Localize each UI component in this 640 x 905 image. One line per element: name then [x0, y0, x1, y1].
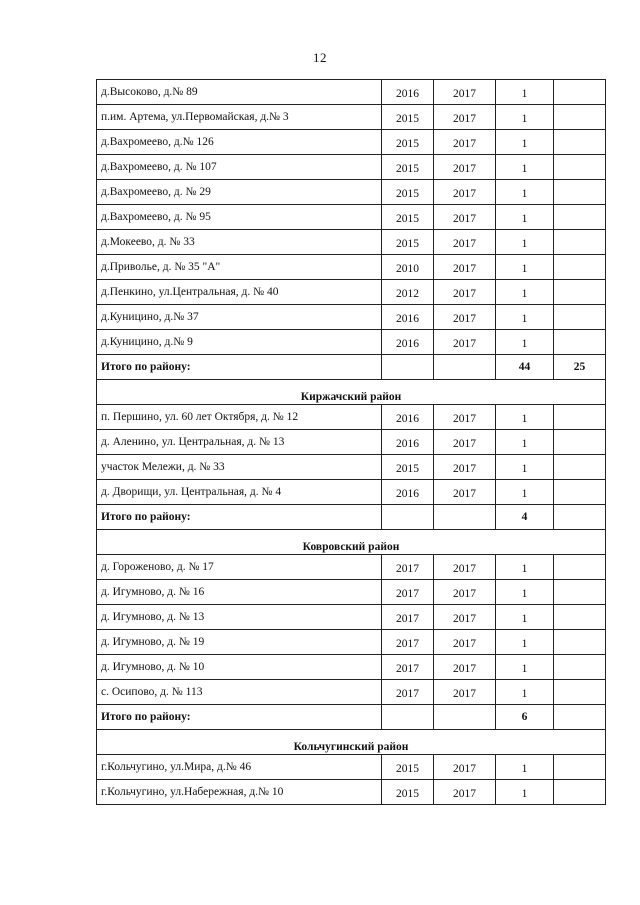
extra-cell	[554, 80, 606, 105]
address-cell: п.им. Артема, ул.Первомайская, д.№ 3	[97, 105, 382, 130]
year-start-cell: 2017	[382, 680, 434, 705]
year-start-cell: 2017	[382, 655, 434, 680]
total-label: Итого по району:	[97, 505, 382, 530]
year-start-cell: 2017	[382, 605, 434, 630]
table-row	[97, 630, 606, 655]
year-end-cell: 2017	[434, 755, 496, 780]
total-empty-cell	[434, 505, 496, 530]
district-header-row	[97, 380, 606, 405]
year-end-cell: 2017	[434, 455, 496, 480]
address-cell: д.Приволье, д. № 35 "А"	[97, 255, 382, 280]
year-end-cell: 2017	[434, 305, 496, 330]
table-row	[97, 680, 606, 705]
table-row	[97, 305, 606, 330]
year-start-cell: 2017	[382, 580, 434, 605]
address-cell: участок Мележи, д. № 33	[97, 455, 382, 480]
year-start-cell: 2015	[382, 105, 434, 130]
extra-cell	[554, 130, 606, 155]
extra-cell	[554, 455, 606, 480]
year-end-cell: 2017	[434, 555, 496, 580]
year-start-cell: 2015	[382, 755, 434, 780]
address-cell: д.Куницино, д.№ 37	[97, 305, 382, 330]
table-row	[97, 655, 606, 680]
table-row	[97, 105, 606, 130]
count-cell: 1	[496, 330, 554, 355]
table-row	[97, 80, 606, 105]
extra-cell	[554, 205, 606, 230]
year-end-cell: 2017	[434, 330, 496, 355]
year-end-cell: 2017	[434, 130, 496, 155]
year-end-cell: 2017	[434, 255, 496, 280]
district-name: Кольчугинский район	[97, 730, 606, 755]
table-row	[97, 330, 606, 355]
housing-table	[96, 79, 606, 805]
district-header-row	[97, 730, 606, 755]
count-cell: 1	[496, 680, 554, 705]
count-cell: 1	[496, 80, 554, 105]
year-start-cell: 2016	[382, 330, 434, 355]
table-row	[97, 155, 606, 180]
year-end-cell: 2017	[434, 230, 496, 255]
address-cell: д.Пенкино, ул.Центральная, д. № 40	[97, 280, 382, 305]
year-start-cell: 2016	[382, 305, 434, 330]
year-start-cell: 2015	[382, 155, 434, 180]
district-total-row	[97, 705, 606, 730]
count-cell: 1	[496, 555, 554, 580]
count-cell: 1	[496, 480, 554, 505]
table-row	[97, 180, 606, 205]
extra-cell	[554, 230, 606, 255]
district-total-row	[97, 505, 606, 530]
total-extra	[554, 705, 606, 730]
total-count: 4	[496, 505, 554, 530]
year-start-cell: 2017	[382, 630, 434, 655]
extra-cell	[554, 430, 606, 455]
table-row	[97, 255, 606, 280]
address-cell: д.Высоково, д.№ 89	[97, 80, 382, 105]
table-row	[97, 455, 606, 480]
year-start-cell: 2016	[382, 480, 434, 505]
year-end-cell: 2017	[434, 580, 496, 605]
address-cell: д.Куницино, д.№ 9	[97, 330, 382, 355]
table-row	[97, 130, 606, 155]
address-cell: д.Вахромеево, д. № 95	[97, 205, 382, 230]
count-cell: 1	[496, 580, 554, 605]
table-row	[97, 280, 606, 305]
count-cell: 1	[496, 655, 554, 680]
year-start-cell: 2015	[382, 180, 434, 205]
district-total-row	[97, 355, 606, 380]
year-start-cell: 2016	[382, 430, 434, 455]
extra-cell	[554, 305, 606, 330]
address-cell: д. Игумново, д. № 13	[97, 605, 382, 630]
year-end-cell: 2017	[434, 105, 496, 130]
count-cell: 1	[496, 755, 554, 780]
extra-cell	[554, 105, 606, 130]
total-empty-cell	[382, 355, 434, 380]
table-row	[97, 205, 606, 230]
year-start-cell: 2017	[382, 555, 434, 580]
count-cell: 1	[496, 405, 554, 430]
district-name: Ковровский район	[97, 530, 606, 555]
year-end-cell: 2017	[434, 205, 496, 230]
page-number: 12	[313, 50, 327, 65]
address-cell: п. Першино, ул. 60 лет Октября, д. № 12	[97, 405, 382, 430]
count-cell: 1	[496, 305, 554, 330]
total-empty-cell	[382, 505, 434, 530]
extra-cell	[554, 480, 606, 505]
extra-cell	[554, 280, 606, 305]
year-end-cell: 2017	[434, 605, 496, 630]
count-cell: 1	[496, 155, 554, 180]
address-cell: д.Вахромеево, д.№ 126	[97, 130, 382, 155]
total-label: Итого по району:	[97, 705, 382, 730]
extra-cell	[554, 255, 606, 280]
address-cell: д.Мокеево, д. № 33	[97, 230, 382, 255]
extra-cell	[554, 630, 606, 655]
count-cell: 1	[496, 630, 554, 655]
total-label: Итого по району:	[97, 355, 382, 380]
extra-cell	[554, 680, 606, 705]
extra-cell	[554, 605, 606, 630]
count-cell: 1	[496, 180, 554, 205]
address-cell: д. Игумново, д. № 19	[97, 630, 382, 655]
year-start-cell: 2016	[382, 80, 434, 105]
count-cell: 1	[496, 780, 554, 805]
year-start-cell: 2015	[382, 205, 434, 230]
address-cell: г.Кольчугино, ул.Набережная, д.№ 10	[97, 780, 382, 805]
year-start-cell: 2015	[382, 130, 434, 155]
total-extra	[554, 505, 606, 530]
year-end-cell: 2017	[434, 655, 496, 680]
table-row	[97, 755, 606, 780]
year-start-cell: 2015	[382, 455, 434, 480]
year-end-cell: 2017	[434, 680, 496, 705]
year-start-cell: 2016	[382, 405, 434, 430]
extra-cell	[554, 330, 606, 355]
total-count: 44	[496, 355, 554, 380]
year-start-cell: 2015	[382, 780, 434, 805]
year-end-cell: 2017	[434, 480, 496, 505]
extra-cell	[554, 405, 606, 430]
extra-cell	[554, 180, 606, 205]
count-cell: 1	[496, 255, 554, 280]
extra-cell	[554, 580, 606, 605]
year-end-cell: 2017	[434, 155, 496, 180]
table-row	[97, 405, 606, 430]
address-cell: г.Кольчугино, ул.Мира, д.№ 46	[97, 755, 382, 780]
year-end-cell: 2017	[434, 430, 496, 455]
count-cell: 1	[496, 205, 554, 230]
table-row	[97, 780, 606, 805]
count-cell: 1	[496, 105, 554, 130]
year-start-cell: 2015	[382, 230, 434, 255]
year-end-cell: 2017	[434, 280, 496, 305]
year-end-cell: 2017	[434, 780, 496, 805]
count-cell: 1	[496, 605, 554, 630]
district-header-row	[97, 530, 606, 555]
extra-cell	[554, 555, 606, 580]
year-end-cell: 2017	[434, 80, 496, 105]
address-cell: д.Вахромеево, д. № 107	[97, 155, 382, 180]
address-cell: д. Гороженово, д. № 17	[97, 555, 382, 580]
year-start-cell: 2012	[382, 280, 434, 305]
year-start-cell: 2010	[382, 255, 434, 280]
extra-cell	[554, 655, 606, 680]
count-cell: 1	[496, 430, 554, 455]
year-end-cell: 2017	[434, 405, 496, 430]
extra-cell	[554, 755, 606, 780]
district-name: Киржачский район	[97, 380, 606, 405]
total-empty-cell	[434, 355, 496, 380]
table-row	[97, 580, 606, 605]
total-count: 6	[496, 705, 554, 730]
total-empty-cell	[434, 705, 496, 730]
count-cell: 1	[496, 280, 554, 305]
address-cell: д. Игумново, д. № 10	[97, 655, 382, 680]
address-cell: д. Дворищи, ул. Центральная, д. № 4	[97, 480, 382, 505]
table-row	[97, 230, 606, 255]
count-cell: 1	[496, 455, 554, 480]
count-cell: 1	[496, 130, 554, 155]
table-row	[97, 555, 606, 580]
total-extra: 25	[554, 355, 606, 380]
table-row	[97, 430, 606, 455]
address-cell: с. Осипово, д. № 113	[97, 680, 382, 705]
count-cell: 1	[496, 230, 554, 255]
year-end-cell: 2017	[434, 630, 496, 655]
total-empty-cell	[382, 705, 434, 730]
address-cell: д.Вахромеево, д. № 29	[97, 180, 382, 205]
address-cell: д. Аленино, ул. Центральная, д. № 13	[97, 430, 382, 455]
table-row	[97, 480, 606, 505]
year-end-cell: 2017	[434, 180, 496, 205]
extra-cell	[554, 780, 606, 805]
extra-cell	[554, 155, 606, 180]
table-row	[97, 605, 606, 630]
address-cell: д. Игумново, д. № 16	[97, 580, 382, 605]
